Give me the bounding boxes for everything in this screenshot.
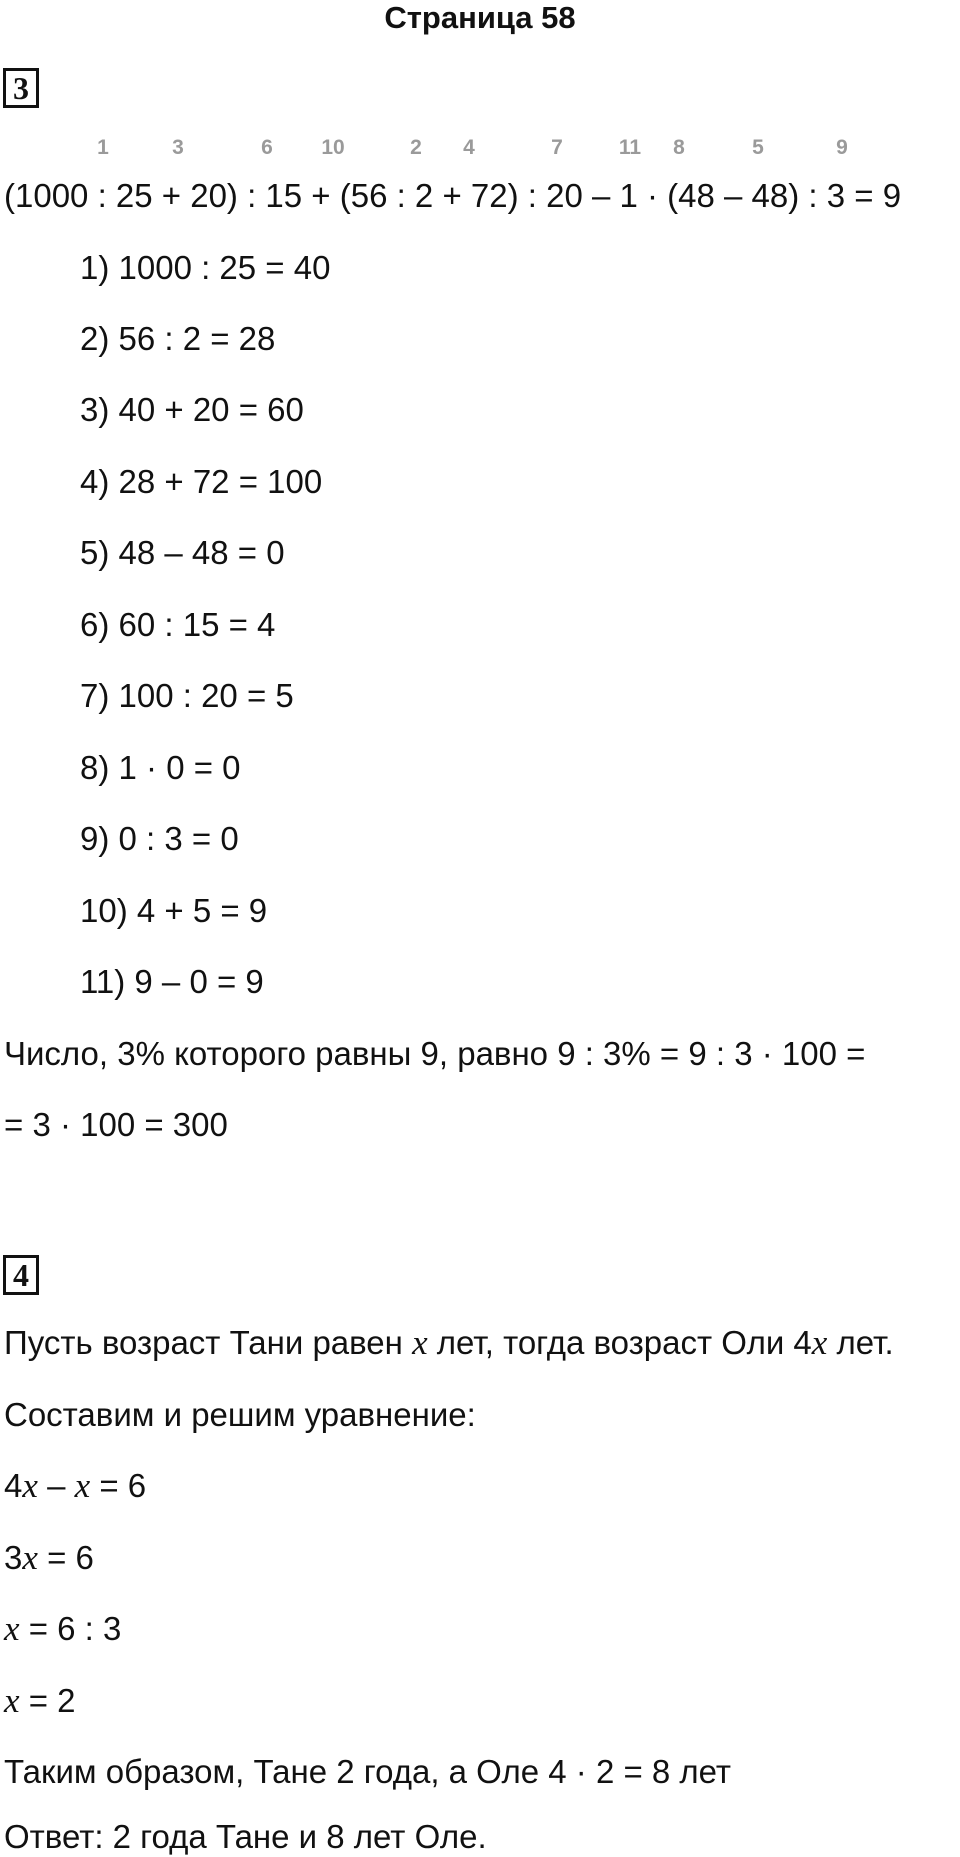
percent-line: = 3 · 100 = 300 <box>4 1106 228 1143</box>
order-number: 6 <box>261 136 273 159</box>
order-number: 9 <box>836 136 848 159</box>
variable-x: x <box>22 1538 38 1577</box>
order-number: 2 <box>410 136 422 159</box>
equation-line <box>4 1466 146 1506</box>
variable-x: x <box>811 1323 828 1362</box>
order-number: 8 <box>673 136 685 159</box>
step-line: 1) 1000 : 25 = 40 <box>80 249 331 286</box>
equation-part: = 2 <box>19 1682 76 1719</box>
page-title: Страница 58 <box>384 0 576 35</box>
order-number: 1 <box>97 136 109 159</box>
step-line: 7) 100 : 20 = 5 <box>80 677 294 714</box>
compose-line: Составим и решим уравнение: <box>4 1396 476 1433</box>
variable-x: x <box>4 1681 20 1720</box>
step-line: 4) 28 + 72 = 100 <box>80 463 323 500</box>
order-number: 3 <box>172 136 184 159</box>
conclusion-line: Таким образом, Тане 2 года, а Оле 4 · 2 = 8 лет <box>4 1753 732 1790</box>
percent-line: Число, 3% которого равны 9, равно 9 : 3% = 9 : 3 · 100 = <box>4 1035 866 1072</box>
equation-part: = 6 <box>90 1467 147 1504</box>
equation-line <box>4 1538 94 1578</box>
equation-part: – <box>37 1467 75 1504</box>
variable-x: x <box>74 1466 91 1505</box>
variable-x: x <box>4 1609 20 1648</box>
order-number: 4 <box>463 136 475 159</box>
step-line: 8) 1 · 0 = 0 <box>80 749 241 786</box>
equation-part: = 6 : 3 <box>19 1610 122 1647</box>
intro-text: лет. <box>827 1324 894 1361</box>
step-line: 2) 56 : 2 = 28 <box>80 320 276 357</box>
order-number: 7 <box>551 136 563 159</box>
order-number: 5 <box>752 136 764 159</box>
equation-line <box>4 1681 76 1721</box>
equation-line <box>4 1609 121 1649</box>
intro-text: Пусть возраст Тани равен <box>4 1324 413 1361</box>
step-line: 3) 40 + 20 = 60 <box>80 391 304 428</box>
step-line: 5) 48 – 48 = 0 <box>80 534 285 571</box>
equation-part: = 6 <box>37 1539 94 1576</box>
intro-text: лет, тогда возраст Оли 4 <box>427 1324 812 1361</box>
step-line: 6) 60 : 15 = 4 <box>80 606 276 643</box>
intro-line <box>4 1323 894 1363</box>
equation-part: 3 <box>4 1539 23 1576</box>
step-line: 11) 9 – 0 = 9 <box>80 963 264 1000</box>
task-number-box: 3 <box>3 68 39 108</box>
order-number: 10 <box>321 136 345 159</box>
main-expression: (1000 : 25 + 20) : 15 + (56 : 2 + 72) : 20 – 1 · (48 – 48) : 3 = 9 <box>4 177 902 214</box>
step-line: 10) 4 + 5 = 9 <box>80 892 268 929</box>
answer-line: Ответ: 2 года Тане и 8 лет Оле. <box>4 1818 487 1855</box>
step-line: 9) 0 : 3 = 0 <box>80 820 239 857</box>
task-number-box: 4 <box>3 1255 39 1295</box>
equation-part: 4 <box>4 1467 23 1504</box>
order-number: 11 <box>618 136 642 159</box>
variable-x: x <box>22 1466 38 1505</box>
variable-x: x <box>412 1323 428 1362</box>
